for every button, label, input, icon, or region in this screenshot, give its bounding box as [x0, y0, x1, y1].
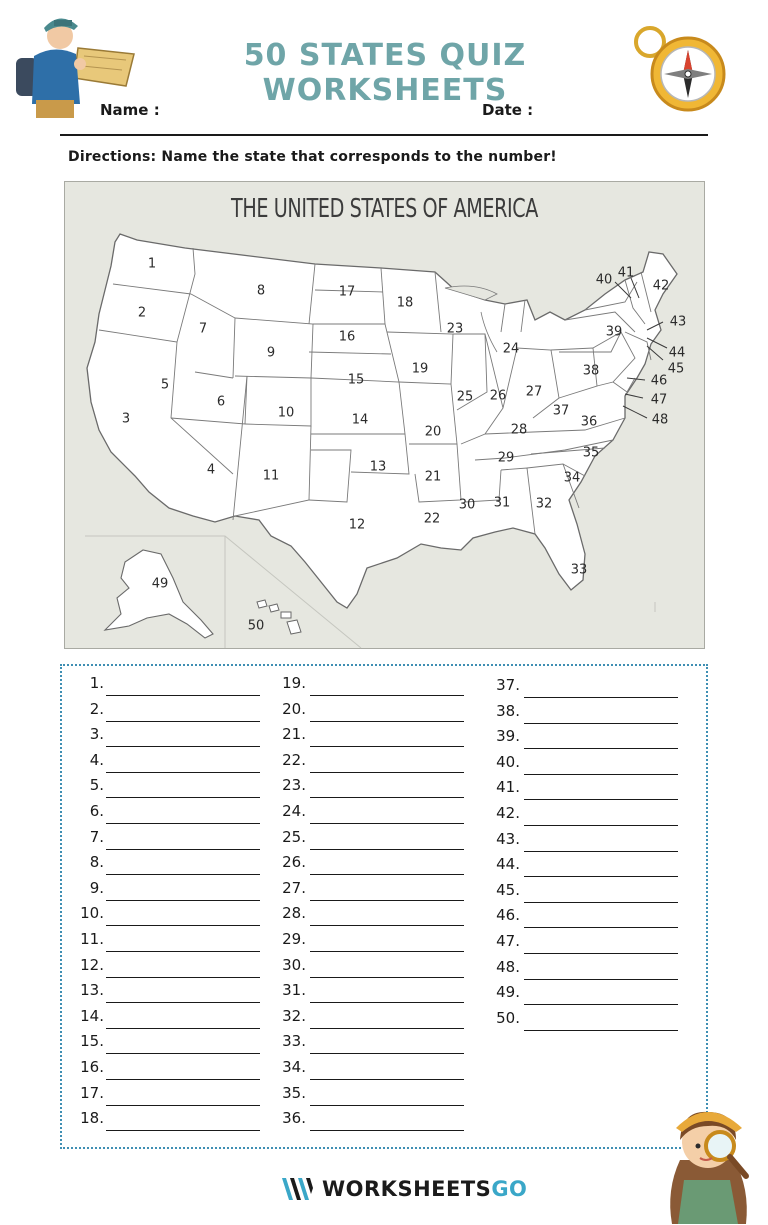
map-state-number: 38	[582, 363, 600, 379]
answer-blank-line[interactable]	[524, 927, 678, 928]
answer-blank-line[interactable]	[524, 723, 678, 724]
answer-box	[60, 664, 708, 1149]
answer-number: 45.	[496, 880, 520, 899]
answer-item	[276, 981, 464, 1007]
answer-number: 39.	[496, 727, 520, 746]
answer-blank-line[interactable]	[310, 721, 464, 722]
map-state-number: 24	[502, 341, 520, 357]
map-state-number: 39	[605, 324, 623, 340]
map-title: THE UNITED STATES OF AMERICA	[231, 194, 538, 224]
answer-item	[276, 776, 464, 802]
answer-blank-line[interactable]	[106, 721, 260, 722]
answer-number: 27.	[282, 878, 306, 897]
answer-blank-line[interactable]	[524, 851, 678, 852]
map-state-number: 5	[160, 377, 170, 393]
answer-number: 11.	[80, 930, 104, 948]
answer-blank-line[interactable]	[524, 748, 678, 749]
answer-number: 22.	[282, 750, 306, 769]
answer-number: 5.	[89, 776, 104, 795]
answer-blank-line[interactable]	[106, 1130, 260, 1131]
answer-item	[276, 725, 464, 751]
answer-number: 18.	[80, 1109, 104, 1128]
logo-w-icon	[280, 1176, 314, 1202]
answer-number: 29.	[282, 930, 306, 948]
answer-blank-line[interactable]	[310, 1130, 464, 1131]
answer-number: 13.	[80, 981, 104, 1000]
map-state-number: 50	[247, 618, 265, 634]
answer-number: 10.	[80, 904, 104, 923]
answer-blank-line[interactable]	[310, 1105, 464, 1106]
answer-item	[276, 700, 464, 726]
answer-item	[70, 725, 260, 751]
answer-item	[490, 778, 678, 804]
map-state-number: 14	[351, 412, 369, 428]
answer-blank-line[interactable]	[524, 697, 678, 698]
answer-number: 36.	[282, 1109, 306, 1128]
map-state-number: 27	[525, 384, 543, 400]
answer-item	[276, 674, 464, 700]
answer-item	[490, 932, 678, 958]
answer-number: 14.	[80, 1006, 104, 1025]
answer-number: 7.	[89, 827, 104, 846]
map-state-number: 9	[266, 345, 276, 361]
map-state-number: 48	[651, 412, 669, 428]
answer-item	[490, 1009, 678, 1035]
answer-blank-line[interactable]	[310, 746, 464, 747]
answer-blank-line[interactable]	[310, 695, 464, 696]
page-title: 50 STATES QUIZ WORKSHEETS	[243, 38, 527, 108]
map-state-number: 23	[446, 321, 464, 337]
answer-blank-line[interactable]	[524, 799, 678, 800]
answer-number: 17.	[80, 1083, 104, 1102]
map-state-number: 18	[396, 295, 414, 311]
map-state-number: 2	[137, 305, 147, 321]
answer-blank-line[interactable]	[310, 900, 464, 901]
map-state-number: 30	[458, 497, 476, 513]
answer-item	[70, 776, 260, 802]
answer-item	[490, 804, 678, 830]
map-state-number: 26	[489, 388, 507, 404]
answer-number: 28.	[282, 904, 306, 923]
answer-item	[70, 1109, 260, 1135]
answer-number: 16.	[80, 1058, 104, 1076]
answer-item	[490, 702, 678, 728]
date-label: Date :	[482, 101, 534, 119]
answer-item	[70, 981, 260, 1007]
answer-blank-line[interactable]	[106, 1002, 260, 1003]
answer-number: 26.	[282, 853, 306, 872]
answer-number: 48.	[496, 957, 520, 976]
map-state-number: 15	[347, 372, 365, 388]
answer-number: 41.	[496, 778, 520, 797]
answer-item	[490, 906, 678, 932]
answer-blank-line[interactable]	[524, 1030, 678, 1031]
answer-blank-line[interactable]	[106, 1028, 260, 1029]
answer-item	[276, 879, 464, 905]
answer-item	[490, 881, 678, 907]
answer-number: 19.	[282, 674, 306, 692]
answer-item	[276, 1007, 464, 1033]
answer-item	[70, 828, 260, 854]
answer-blank-line[interactable]	[310, 977, 464, 978]
answer-blank-line[interactable]	[524, 774, 678, 775]
answer-blank-line[interactable]	[310, 823, 464, 824]
answer-number: 9.	[89, 878, 104, 897]
map-state-number: 1	[147, 256, 157, 272]
map-state-number: 19	[411, 361, 429, 377]
map-state-number: 33	[570, 562, 588, 578]
answer-item	[70, 1084, 260, 1110]
answer-item	[490, 958, 678, 984]
answer-blank-line[interactable]	[310, 874, 464, 875]
map-state-number: 35	[582, 445, 600, 461]
answer-blank-line[interactable]	[106, 925, 260, 926]
answer-number: 46.	[496, 906, 520, 925]
answer-blank-line[interactable]	[106, 977, 260, 978]
map-state-number: 46	[650, 373, 668, 389]
map-state-number: 42	[652, 278, 670, 294]
answer-item	[70, 700, 260, 726]
name-label: Name :	[100, 101, 160, 119]
answer-blank-line[interactable]	[310, 1079, 464, 1080]
answer-number: 47.	[496, 932, 520, 950]
answer-blank-line[interactable]	[106, 746, 260, 747]
answer-number: 31.	[282, 981, 306, 1000]
answer-item	[490, 727, 678, 753]
answer-number: 38.	[496, 701, 520, 720]
map-state-number: 34	[563, 470, 581, 486]
map-state-number: 4	[206, 462, 216, 478]
map-state-number: 7	[198, 321, 208, 337]
map-state-number: 20	[424, 424, 442, 440]
answer-number: 34.	[282, 1058, 306, 1076]
logo-text-part2: GO	[491, 1177, 528, 1201]
answer-item	[276, 853, 464, 879]
map-state-number: 37	[552, 403, 570, 419]
answer-number: 12.	[80, 955, 104, 974]
logo-text-part1: WORKSHEETS	[322, 1177, 492, 1201]
answer-item	[276, 956, 464, 982]
answer-number: 24.	[282, 802, 306, 820]
answer-blank-line[interactable]	[310, 925, 464, 926]
detective-girl-illustration	[650, 1100, 762, 1224]
map-state-number: 25	[456, 389, 474, 405]
answer-number: 8.	[89, 853, 104, 872]
map-state-number: 11	[262, 468, 280, 484]
answer-blank-line[interactable]	[106, 849, 260, 850]
compass-icon	[630, 22, 730, 114]
answer-blank-line[interactable]	[524, 902, 678, 903]
logo-text	[322, 1177, 527, 1201]
map-state-number: 16	[338, 329, 356, 345]
answer-blank-line[interactable]	[106, 1079, 260, 1080]
answer-item	[490, 830, 678, 856]
map-state-number: 47	[650, 392, 668, 408]
answer-number: 4.	[89, 750, 104, 769]
answer-item	[70, 904, 260, 930]
map-state-number: 32	[535, 496, 553, 512]
answer-number: 20.	[282, 699, 306, 718]
map-state-number: 31	[493, 495, 511, 511]
answer-number: 30.	[282, 955, 306, 974]
answer-item	[276, 828, 464, 854]
answer-number: 23.	[282, 776, 306, 795]
map-state-number: 49	[151, 576, 169, 592]
answer-item	[70, 1058, 260, 1084]
answer-blank-line[interactable]	[106, 695, 260, 696]
alaska-shape	[105, 550, 213, 638]
answer-blank-line[interactable]	[106, 1105, 260, 1106]
map-state-number: 3	[121, 411, 131, 427]
answer-number: 3.	[89, 725, 104, 744]
answer-number: 25.	[282, 827, 306, 846]
answer-item	[276, 904, 464, 930]
map-state-number: 45	[667, 361, 685, 377]
map-state-number: 29	[497, 450, 515, 466]
map-state-number: 12	[348, 517, 366, 533]
answer-item	[70, 879, 260, 905]
map-state-number: 8	[256, 283, 266, 299]
answer-item	[490, 676, 678, 702]
answer-blank-line[interactable]	[310, 772, 464, 773]
answer-item	[70, 802, 260, 828]
answer-item	[276, 1032, 464, 1058]
header-divider	[60, 134, 708, 136]
answer-blank-line[interactable]	[524, 953, 678, 954]
answer-item	[276, 802, 464, 828]
answer-item	[70, 674, 260, 700]
answer-blank-line[interactable]	[106, 772, 260, 773]
answer-number: 1.	[89, 674, 104, 692]
answer-number: 40.	[496, 752, 520, 771]
answer-number: 44.	[496, 855, 520, 874]
answer-blank-line[interactable]	[524, 876, 678, 877]
answer-number: 32.	[282, 1006, 306, 1025]
map-state-number: 40	[595, 272, 613, 288]
answer-blank-line[interactable]	[310, 951, 464, 952]
answer-item	[276, 1084, 464, 1110]
answer-blank-line[interactable]	[106, 823, 260, 824]
map-state-number: 21	[424, 469, 442, 485]
map-state-number: 13	[369, 459, 387, 475]
map-state-number: 36	[580, 414, 598, 430]
answer-item	[276, 1058, 464, 1084]
answer-number: 43.	[496, 829, 520, 848]
answer-number: 42.	[496, 804, 520, 822]
answer-number: 49.	[496, 983, 520, 1002]
answer-blank-line[interactable]	[106, 951, 260, 952]
answer-blank-line[interactable]	[106, 900, 260, 901]
answer-blank-line[interactable]	[310, 1002, 464, 1003]
answer-item	[490, 855, 678, 881]
answer-item	[276, 1109, 464, 1135]
answer-blank-line[interactable]	[524, 825, 678, 826]
answer-item	[70, 930, 260, 956]
map-state-number: 10	[277, 405, 295, 421]
answer-blank-line[interactable]	[310, 1053, 464, 1054]
answer-item	[70, 853, 260, 879]
answer-number: 35.	[282, 1083, 306, 1102]
answer-blank-line[interactable]	[310, 1028, 464, 1029]
answer-number: 6.	[89, 802, 104, 820]
answer-blank-line[interactable]	[524, 979, 678, 980]
answer-item	[276, 930, 464, 956]
answer-blank-line[interactable]	[106, 797, 260, 798]
answer-item	[70, 1007, 260, 1033]
answer-number: 2.	[89, 699, 104, 718]
map-state-number: 6	[216, 394, 226, 410]
map-state-number: 17	[338, 284, 356, 300]
answer-item	[490, 753, 678, 779]
map-state-number: 28	[510, 422, 528, 438]
answer-number: 21.	[282, 725, 306, 744]
answer-item	[70, 956, 260, 982]
map-state-number: 44	[668, 345, 686, 361]
answer-item	[276, 751, 464, 777]
answer-number: 33.	[282, 1032, 306, 1051]
directions-text: Directions: Name the state that corresponds to the number!	[68, 149, 557, 165]
answer-blank-line[interactable]	[106, 874, 260, 875]
answer-number: 15.	[80, 1032, 104, 1051]
answer-blank-line[interactable]	[310, 849, 464, 850]
answer-item	[70, 751, 260, 777]
answer-number: 50.	[496, 1008, 520, 1027]
answer-number: 37.	[496, 676, 520, 694]
answer-blank-line[interactable]	[524, 1004, 678, 1005]
answer-item	[490, 983, 678, 1009]
map-state-number: 41	[617, 265, 635, 281]
answer-blank-line[interactable]	[310, 797, 464, 798]
map-state-number: 43	[669, 314, 687, 330]
worksheetsgo-logo	[280, 1174, 527, 1204]
map-state-number: 22	[423, 511, 441, 527]
answer-blank-line[interactable]	[106, 1053, 260, 1054]
answer-item	[70, 1032, 260, 1058]
us-map	[64, 181, 705, 649]
